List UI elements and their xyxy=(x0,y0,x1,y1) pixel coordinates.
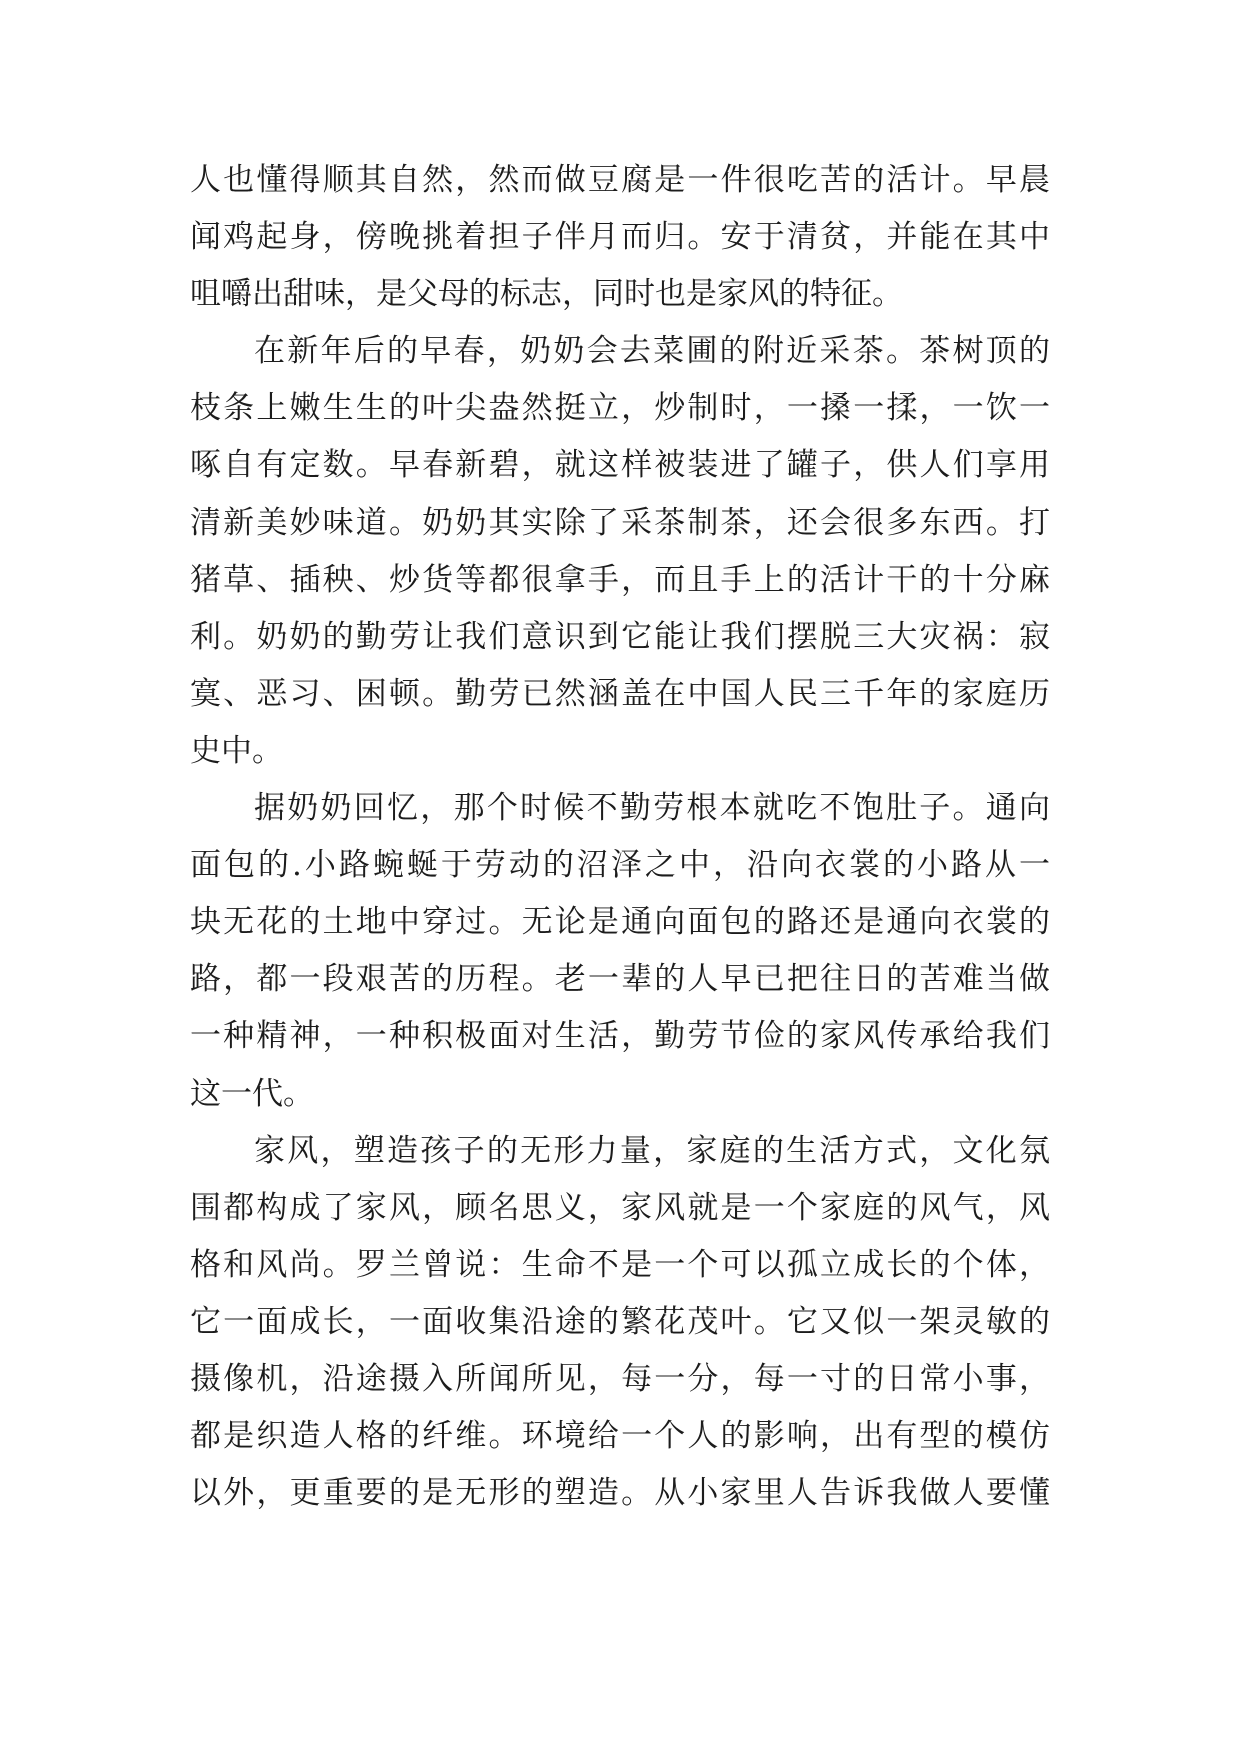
paragraph-1 xyxy=(190,152,1050,323)
text-line: 面包的.小路蜿蜒于劳动的沼泽之中，沿向衣裳的小路从一 xyxy=(190,847,1050,884)
text-line: 人也懂得顺其自然，然而做豆腐是一件很吃苦的活计。早晨 xyxy=(190,162,1050,198)
text-line: 围都构成了家风，顾名思义，家风就是一个家庭的风气，风 xyxy=(190,1189,1050,1226)
text-line: 清新美妙味道。奶奶其实除了采茶制茶，还会很多东西。打 xyxy=(190,504,1050,541)
text-line: 一种精神，一种积极面对生活，勤劳节俭的家风传承给我们 xyxy=(190,1018,1050,1055)
text-line: 都是织造人格的纤维。环境给一个人的影响，出有型的模仿 xyxy=(190,1418,1050,1455)
text-line: 啄自有定数。早春新碧，就这样被装进了罐子，供人们享用 xyxy=(190,447,1050,484)
text-line: 以外，更重要的是无形的塑造。从小家里人告诉我做人要懂 xyxy=(190,1475,1050,1512)
text-line: 闻鸡起身，傍晚挑着担子伴月而归。安于清贫，并能在其中 xyxy=(190,219,1050,256)
text-line: 史中。 xyxy=(190,732,283,769)
text-line: 家风，塑造孩子的无形力量，家庭的生活方式，文化氛 xyxy=(254,1132,1050,1169)
text-line: 利。奶奶的勤劳让我们意识到它能让我们摆脱三大灾祸：寂 xyxy=(190,618,1050,655)
text-line: 枝条上嫩生生的叶尖盎然挺立，炒制时，一搡一揉，一饮一 xyxy=(190,390,1050,427)
text-line: 摄像机，沿途摄入所闻所见，每一分，每一寸的日常小事， xyxy=(190,1360,1050,1397)
paragraph-4 xyxy=(190,1123,1050,1523)
paragraph-2 xyxy=(190,323,1050,780)
text-line: 寞、恶习、困顿。勤劳已然涵盖在中国人民三千年的家庭历 xyxy=(190,675,1050,712)
text-line: 它一面成长，一面收集沿途的繁花茂叶。它又似一架灵敏的 xyxy=(190,1303,1050,1340)
text-line: 据奶奶回忆，那个时候不勤劳根本就吃不饱肚子。通向 xyxy=(254,790,1050,827)
text-line: 咀嚼出甜味，是父母的标志，同时也是家风的特征。 xyxy=(190,276,903,313)
text-line: 格和风尚。罗兰曾说：生命不是一个可以孤立成长的个体， xyxy=(190,1246,1050,1283)
text-line: 在新年后的早春，奶奶会去菜圃的附近采茶。茶树顶的 xyxy=(254,333,1050,370)
text-line: 块无花的土地中穿过。无论是通向面包的路还是通向衣裳的 xyxy=(190,904,1050,941)
document-body xyxy=(190,152,1050,1522)
paragraph-3 xyxy=(190,780,1050,1123)
text-line: 这一代。 xyxy=(190,1075,314,1112)
text-line: 猪草、插秧、炒货等都很拿手，而且手上的活计干的十分麻 xyxy=(190,561,1050,598)
text-line: 路，都一段艰苦的历程。老一辈的人早已把往日的苦难当做 xyxy=(190,961,1050,998)
